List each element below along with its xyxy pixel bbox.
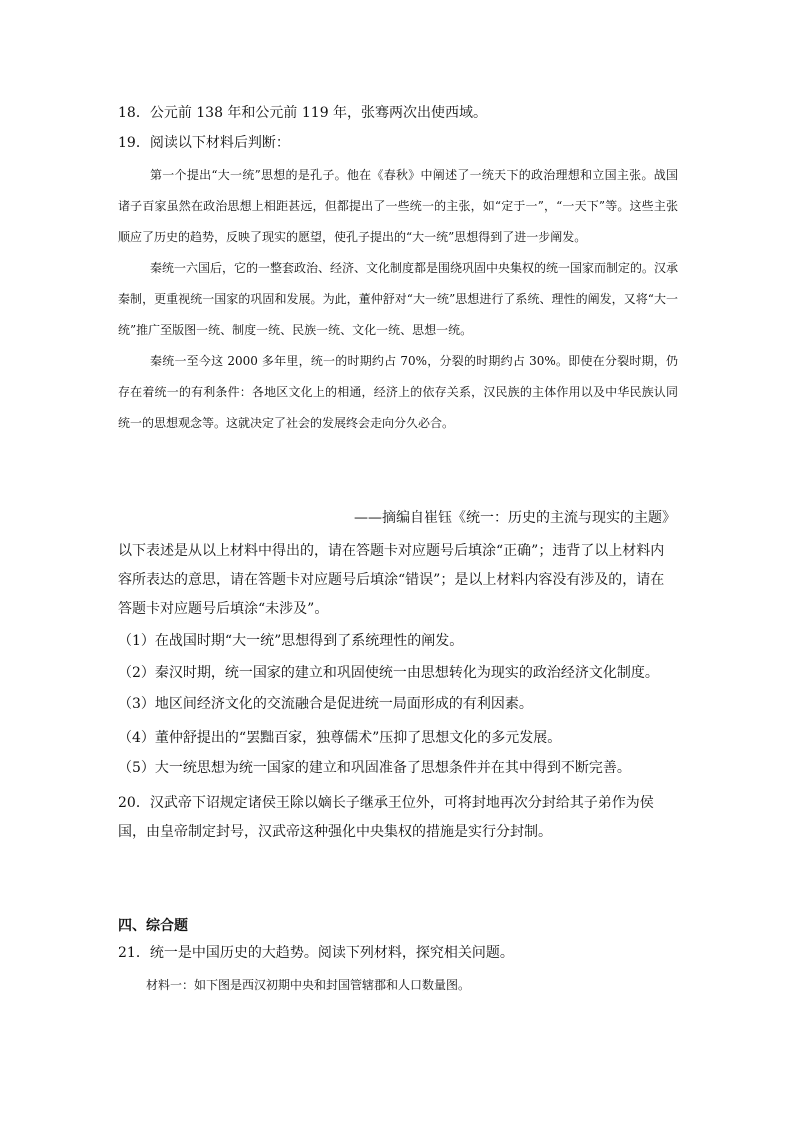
judgment-option-3: （3）地区间经济文化的交流融合是促进统一局面形成的有利因素。 xyxy=(118,696,533,712)
question-21-material-1: 材料一：如下图是西汉初期中央和封国管辖郡和人口数量图。 xyxy=(146,978,471,992)
section-title: 四、综合题 xyxy=(118,918,188,934)
judgment-option-4: （4）董仲舒提出的“罢黜百家，独尊儒术”压抑了思想文化的多元发展。 xyxy=(118,730,562,746)
material-paragraph-2: 秦统一六国后，它的一整套政治、经济、文化制度都是围绕巩固中央集权的统一国家而制定的。汉承秦制，更重视统一国家的巩固和发展。为此，董仲舒对“大一统”思想进行了系统、理性的阐发，又将“大一统”推广至版图一统、制度一统、民族一统、文化一统、思想一统。 xyxy=(118,261,679,337)
material-source: ——摘编自崔钰《统一：历史的主流与现实的主题》 xyxy=(354,510,676,526)
judgment-option-5: （5）大一统思想为统一国家的建立和巩固准备了思想条件并在其中得到不断完善。 xyxy=(118,760,631,776)
question-18: 18．公元前 138 年和公元前 119 年，张骞两次出使西域。 xyxy=(118,105,488,121)
question-20: 20．汉武帝下诏规定诸侯王除以嫡长子继承王位外，可将封地再次分封给其子弟作为侯国，由皇帝制定封号，汉武帝这种强化中央集权的措施是实行分封制。 xyxy=(118,795,654,840)
material-paragraph-3: 秦统一至今这 2000 多年里，统一的时期约占 70%，分裂的时期约占 30%。即使在分裂时期，仍存在着统一的有利条件：各地区文化上的相通，经济上的依存关系，汉民族的主体作用以及中华民族认同统一的思想观念等。这就决定了社会的发展终会走向分久必合。 xyxy=(118,354,678,430)
judgment-instruction: 以下表述是从以上材料中得出的，请在答题卡对应题号后填涂“正确”；违背了以上材料内容所表达的意思，请在答题卡对应题号后填涂“错误”；是以上材料内容没有涉及的，请在答题卡对应题号后填涂“未涉及”。 xyxy=(118,543,665,617)
question-19-intro: 19．阅读以下材料后判断： xyxy=(118,135,290,151)
material-paragraph-1: 第一个提出“大一统”思想的是孔子。他在《春秋》中阐述了一统天下的政治理想和立国主张。战国诸子百家虽然在政治思想上相距甚远，但都提出了一些统一的主张，如“定于一”，“一天下”等。这些主张顺应了历史的趋势，反映了现实的愿望，使孔子提出的“大一统”思想得到了进一步阐发。 xyxy=(118,168,678,244)
question-21: 21．统一是中国历史的大趋势。阅读下列材料，探究相关问题。 xyxy=(118,945,514,961)
judgment-option-1: （1）在战国时期“大一统”思想得到了系统理性的阐发。 xyxy=(118,633,464,649)
question-19-material xyxy=(118,160,678,439)
judgment-option-2: （2）秦汉时期，统一国家的建立和巩固使统一由思想转化为现实的政治经济文化制度。 xyxy=(118,665,659,681)
